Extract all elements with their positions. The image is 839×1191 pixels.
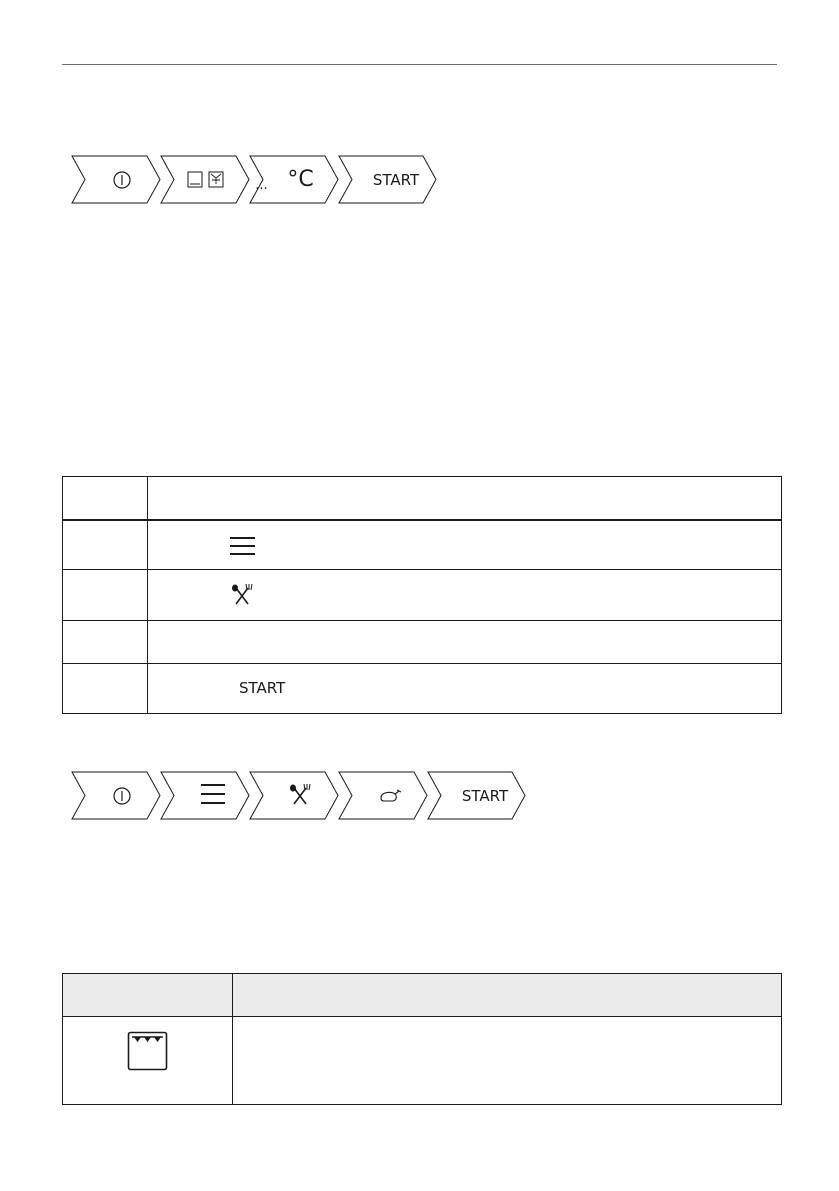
table-row [63, 1017, 782, 1105]
step-cell [63, 621, 148, 664]
action-cell [148, 621, 782, 664]
step-cutlery [250, 772, 339, 819]
step-cell [63, 664, 148, 714]
table-header-row [63, 974, 782, 1017]
step-power [72, 156, 161, 203]
step-temperature [250, 156, 339, 203]
start-label: START [239, 679, 286, 697]
step-roast [339, 772, 428, 819]
step-cell [63, 520, 148, 570]
table-header-row [63, 477, 782, 520]
ellipsis-label: ... [255, 178, 268, 193]
header-step-cell [63, 477, 148, 520]
steps-table [62, 476, 782, 714]
header-description-cell [233, 974, 782, 1017]
header-rule [62, 64, 777, 65]
table-row [63, 664, 782, 714]
description-cell [233, 1017, 782, 1105]
cutlery-icon [290, 784, 310, 804]
top-heat-oven-icon [63, 1017, 232, 1077]
header-action-cell [148, 477, 782, 520]
start-label: START [372, 170, 420, 189]
power-icon [114, 172, 130, 188]
table-row [63, 570, 782, 621]
step-cell [63, 570, 148, 621]
roast-chicken-icon [381, 790, 401, 801]
step-power [72, 772, 161, 819]
table-row [63, 621, 782, 664]
functions-table [62, 973, 782, 1105]
header-symbol-cell [63, 974, 233, 1017]
action-cell [148, 520, 782, 570]
action-cell [148, 664, 782, 714]
step-oven-functions [161, 156, 268, 203]
cutlery-icon [148, 580, 268, 610]
step-menu [161, 772, 250, 819]
start-label: START [461, 786, 509, 805]
step-start [339, 156, 437, 203]
action-cell [148, 570, 782, 621]
power-icon [114, 788, 130, 804]
menu-icon [148, 530, 268, 560]
symbol-cell [63, 1017, 233, 1105]
step-start [428, 772, 526, 819]
menu-icon [201, 785, 225, 803]
table-row [63, 520, 782, 570]
celsius-icon: °C [287, 167, 314, 192]
